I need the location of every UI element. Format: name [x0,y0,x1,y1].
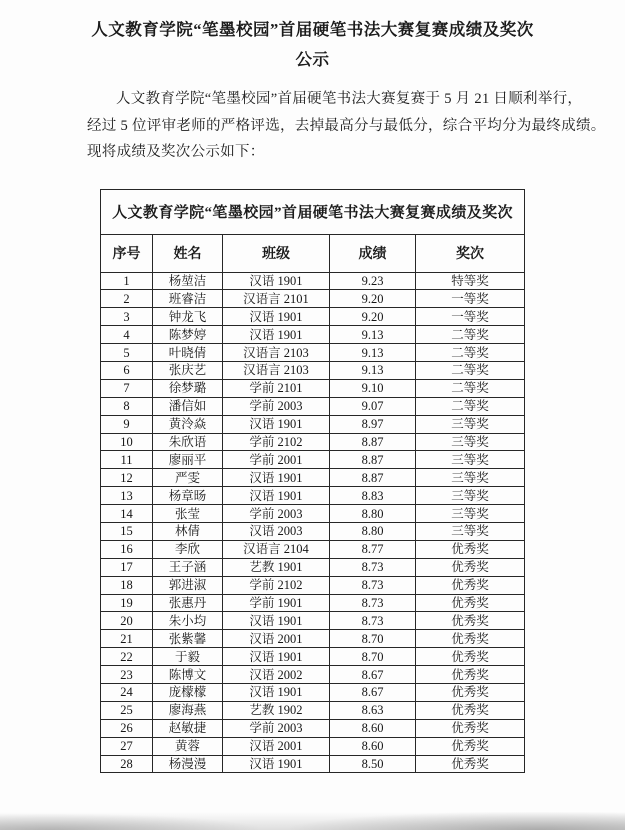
cell-name: 严雯 [153,469,223,487]
table-row [101,272,525,290]
table-row [101,666,525,684]
cell-index: 21 [101,630,153,648]
cell-index: 26 [101,719,153,737]
cell-index: 20 [101,612,153,630]
cell-award: 优秀奖 [416,648,525,666]
cell-award: 三等奖 [416,469,525,487]
cell-score: 8.67 [330,666,416,684]
table-row [101,397,525,415]
table-row [101,415,525,433]
cell-award: 优秀奖 [416,576,525,594]
cell-class: 汉语言 2103 [223,344,330,362]
cell-index: 18 [101,576,153,594]
document-title [30,15,595,75]
cell-class: 汉语 1901 [223,415,330,433]
cell-class: 学前 2003 [223,397,330,415]
table-row [101,755,525,773]
cell-score: 8.67 [330,683,416,701]
table-row [101,451,525,469]
cell-index: 9 [101,415,153,433]
cell-index: 14 [101,505,153,523]
cell-index: 3 [101,308,153,326]
cell-class: 汉语 1901 [223,683,330,701]
cell-name: 叶晓倩 [153,344,223,362]
cell-name: 赵敏捷 [153,719,223,737]
cell-index: 11 [101,451,153,469]
table-row [101,648,525,666]
column-header: 姓名 [153,234,223,272]
table-row [101,361,525,379]
cell-class: 汉语 1901 [223,755,330,773]
cell-name: 潘信如 [153,397,223,415]
cell-class: 艺教 1901 [223,558,330,576]
cell-name: 张莹 [153,505,223,523]
cell-score: 9.13 [330,344,416,362]
cell-score: 8.87 [330,469,416,487]
cell-name: 杨章旸 [153,487,223,505]
column-header: 序号 [101,234,153,272]
cell-name: 朱欣语 [153,433,223,451]
cell-score: 8.60 [330,719,416,737]
cell-name: 郭进淑 [153,576,223,594]
cell-award: 三等奖 [416,433,525,451]
cell-award: 三等奖 [416,505,525,523]
cell-index: 27 [101,737,153,755]
cell-award: 优秀奖 [416,558,525,576]
column-header: 成绩 [330,234,416,272]
cell-class: 学前 2003 [223,505,330,523]
cell-score: 8.83 [330,487,416,505]
cell-class: 汉语言 2104 [223,540,330,558]
table-title: 人文教育学院“笔墨校园”首届硬笔书法大赛复赛成绩及奖次 [101,189,525,234]
cell-class: 汉语言 2103 [223,361,330,379]
cell-award: 优秀奖 [416,701,525,719]
cell-award: 优秀奖 [416,630,525,648]
cell-score: 8.73 [330,558,416,576]
cell-index: 17 [101,558,153,576]
cell-name: 廖海燕 [153,701,223,719]
cell-award: 优秀奖 [416,594,525,612]
cell-index: 13 [101,487,153,505]
cell-class: 学前 1901 [223,594,330,612]
cell-class: 学前 2001 [223,451,330,469]
cell-award: 优秀奖 [416,666,525,684]
cell-score: 8.70 [330,648,416,666]
cell-award: 优秀奖 [416,755,525,773]
cell-award: 优秀奖 [416,612,525,630]
cell-index: 8 [101,397,153,415]
table-row [101,630,525,648]
cell-award: 优秀奖 [416,719,525,737]
cell-class: 汉语 2001 [223,737,330,755]
table-row [101,719,525,737]
cell-score: 8.60 [330,737,416,755]
cell-class: 汉语 1901 [223,326,330,344]
cell-class: 汉语 1901 [223,648,330,666]
cell-index: 15 [101,522,153,540]
table-title-row [101,189,525,234]
cell-index: 10 [101,433,153,451]
table-row [101,683,525,701]
cell-score: 8.77 [330,540,416,558]
cell-name: 班睿洁 [153,290,223,308]
cell-name: 廖丽平 [153,451,223,469]
cell-name: 杨漫漫 [153,755,223,773]
cell-score: 8.80 [330,505,416,523]
cell-name: 王子涵 [153,558,223,576]
document-title-line1: 人文教育学院“笔墨校园”首届硬笔书法大赛复赛成绩及奖次 [91,20,534,39]
cell-index: 7 [101,379,153,397]
table-row [101,326,525,344]
table-row [101,433,525,451]
cell-index: 23 [101,666,153,684]
table-row [101,379,525,397]
cell-index: 2 [101,290,153,308]
cell-score: 8.97 [330,415,416,433]
cell-index: 24 [101,683,153,701]
cell-name: 杨堃洁 [153,272,223,290]
cell-name: 于毅 [153,648,223,666]
cell-award: 二等奖 [416,344,525,362]
cell-class: 汉语 2001 [223,630,330,648]
cell-name: 庞檬檬 [153,683,223,701]
table-row [101,737,525,755]
cell-score: 9.13 [330,326,416,344]
cell-index: 6 [101,361,153,379]
intro-line: 现将成绩及奖次公示如下： [87,144,265,160]
cell-index: 4 [101,326,153,344]
cell-name: 陈博文 [153,666,223,684]
cell-award: 三等奖 [416,451,525,469]
cell-class: 汉语 2003 [223,522,330,540]
column-header: 班级 [223,234,330,272]
column-header: 奖次 [416,234,525,272]
table-row [101,540,525,558]
cell-name: 徐梦璐 [153,379,223,397]
cell-score: 8.73 [330,594,416,612]
intro-line: 人文教育学院“笔墨校园”首届硬笔书法大赛复赛于 5 月 21 日顺利举行， [116,91,583,107]
table-row [101,505,525,523]
cell-award: 优秀奖 [416,737,525,755]
cell-score: 8.73 [330,576,416,594]
table-row [101,612,525,630]
cell-score: 9.13 [330,361,416,379]
cell-award: 一等奖 [416,290,525,308]
cell-class: 学前 2102 [223,576,330,594]
cell-score: 9.20 [330,290,416,308]
cell-index: 25 [101,701,153,719]
cell-index: 1 [101,272,153,290]
table-row [101,290,525,308]
cell-name: 黄蓉 [153,737,223,755]
cell-score: 9.10 [330,379,416,397]
cell-award: 三等奖 [416,522,525,540]
cell-score: 8.87 [330,433,416,451]
table-row [101,344,525,362]
table-row [101,594,525,612]
cell-score: 8.50 [330,755,416,773]
cell-name: 黄泠焱 [153,415,223,433]
document-title-line2: 公示 [295,50,330,69]
cell-score: 9.23 [330,272,416,290]
cell-score: 8.70 [330,630,416,648]
cell-score: 9.07 [330,397,416,415]
cell-award: 二等奖 [416,361,525,379]
cell-award: 三等奖 [416,487,525,505]
table-row [101,308,525,326]
cell-score: 9.20 [330,308,416,326]
cell-award: 三等奖 [416,415,525,433]
results-table-body [101,272,525,773]
table-row [101,576,525,594]
cell-score: 8.80 [330,522,416,540]
table-header-row [101,234,525,272]
cell-award: 一等奖 [416,308,525,326]
cell-class: 汉语 1901 [223,272,330,290]
cell-class: 汉语 1901 [223,469,330,487]
cell-class: 汉语 1901 [223,308,330,326]
cell-score: 8.63 [330,701,416,719]
cell-index: 16 [101,540,153,558]
cell-class: 学前 2102 [223,433,330,451]
cell-class: 学前 2003 [223,719,330,737]
cell-name: 张紫馨 [153,630,223,648]
cell-award: 二等奖 [416,397,525,415]
cell-name: 张庆艺 [153,361,223,379]
table-row [101,558,525,576]
cell-index: 5 [101,344,153,362]
cell-class: 汉语 1901 [223,612,330,630]
cell-index: 28 [101,755,153,773]
cell-award: 特等奖 [416,272,525,290]
cell-score: 8.73 [330,612,416,630]
table-row [101,469,525,487]
intro-paragraph [87,86,606,166]
cell-award: 优秀奖 [416,540,525,558]
cell-award: 优秀奖 [416,683,525,701]
table-row [101,701,525,719]
cell-class: 汉语 2002 [223,666,330,684]
cell-name: 李欣 [153,540,223,558]
cell-name: 林倩 [153,522,223,540]
cell-award: 二等奖 [416,326,525,344]
cell-score: 8.87 [330,451,416,469]
table-row [101,487,525,505]
cell-class: 学前 2101 [223,379,330,397]
table-row [101,522,525,540]
cell-class: 艺教 1902 [223,701,330,719]
intro-line: 经过 5 位评审老师的严格评选，去掉最高分与最低分，综合平均分为最终成绩。 [87,117,606,134]
cell-name: 陈梦婷 [153,326,223,344]
cell-name: 张惠丹 [153,594,223,612]
results-table [100,189,525,774]
cell-class: 汉语言 2101 [223,290,330,308]
cell-index: 22 [101,648,153,666]
cell-index: 19 [101,594,153,612]
cell-name: 朱小均 [153,612,223,630]
cell-class: 汉语 1901 [223,487,330,505]
cell-name: 钟龙飞 [153,308,223,326]
cell-award: 二等奖 [416,379,525,397]
cell-index: 12 [101,469,153,487]
